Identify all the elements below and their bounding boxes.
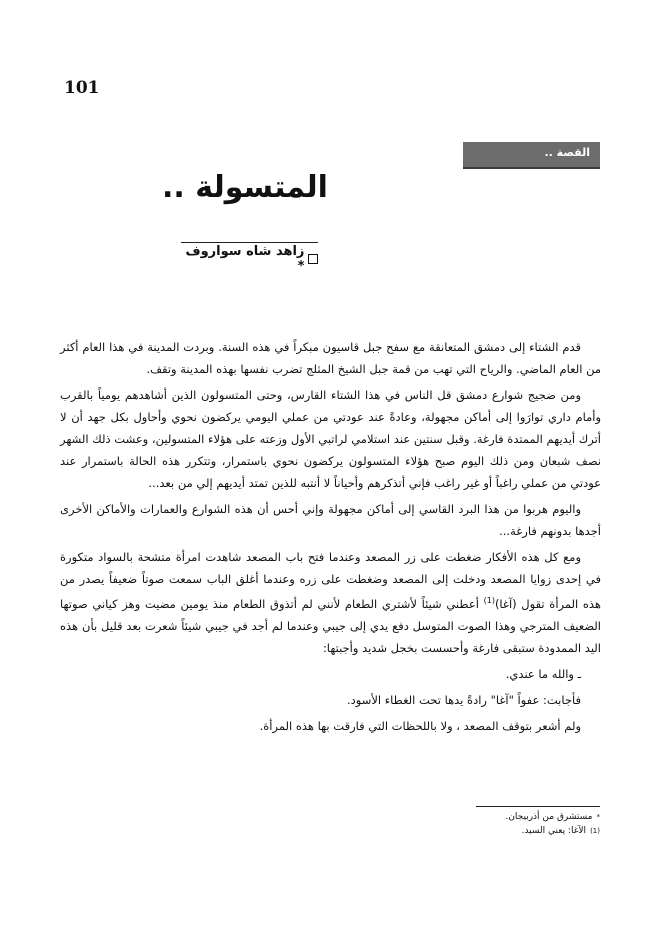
paragraph: فأجابت: عفواً "آغا" رادةً يدها تحت الغطاء الأسود. <box>347 692 581 707</box>
paragraph: قدم الشتاء إلى دمشق المتعانقة مع سفح جبل قاسيون مبكراً في هذه السنة. وبردت المدينة في هذا العام أكثر من العام الماضي. والرياح التي تهب من قمة جبل الشيخ المثلج تضرب نفسها بهذه المدينة وتقف. <box>60 340 601 376</box>
author-name: زاهد شاه سواروف * <box>185 244 305 274</box>
paragraph-text: ومع كل هذه الأفكار ضغطت على زر المصعد وعندما فتح باب المصعد شاهدت امرأة متشحة بالسواد متكورة في إحدى زوايا المصعد ودخلت إلى المصعد وضغطت على زره وعندما أغلق الباب سمعت صوتاً ضعيفاً يصدر من هذه المرأة تقول (آغا) <box>60 550 602 611</box>
section-header-bar <box>463 142 600 169</box>
story-title: المتسولة .. <box>162 170 328 205</box>
paragraph <box>60 546 601 659</box>
footnote-text: مستشرق من أذربيجان. <box>505 812 593 822</box>
footnote-mark: * <box>596 813 600 821</box>
section-label: القصة .. <box>544 146 590 159</box>
footnote-mark: (1) <box>590 827 600 835</box>
paragraph-text: أعطني شيئاً لأشتري الطعام لأنني لم أتذوق الطعام منذ يومين مضيت وهز كياني صوتها الضعيف المترجي وهذا الصوت المتوسل دفع يدي إلى جيبي وعندما لم أجد في جيبي شيئاً شعرت بعد قليل بأن هذه اليد الممدودة ستبقى فارغة وأحسست بخجل شديد وأجبتها: <box>60 596 601 655</box>
footnote <box>300 824 600 838</box>
footnote-text: الآغا: يعني السيد. <box>521 826 587 836</box>
footnotes <box>300 810 600 838</box>
footnote-reference: (1) <box>483 596 495 605</box>
footnote-divider <box>476 806 600 807</box>
paragraph: ولم أشعر بتوقف المصعد ، ولا باللحظات التي فارقت بها هذه المرأة. <box>259 718 581 733</box>
paragraph: ومن ضجيج شوارع دمشق قل الناس في هذا الشتاء القارس، وحتى المتسولون الذين أشاهدهم يومياً بالقرب وأمام داري توارَوا إلى أماكن مجهولة، وعادةً عند عودتي من عملي اليومي يركضون نحوي وأحاول بكل جهد أن لا أترك أيديهم الممتدة فارغة. وقبل سنتين عند استلامي لراتبي الأول وزعته على هؤلاء المتسولين، وعشت ذلك الشهر نصف شبعان ومن ذلك اليوم صبح هؤلاء المتسولون يركضون نحوي باستمرار، وتتكرر هذه الحالة باستمرار عند عودتي من عملي راغباً أو غير راغب فإني أتذكرهم وأحياناً لا أنتبه للذين تمتد أيديهم إلي من بعد... <box>60 388 601 490</box>
author-byline <box>181 242 318 274</box>
page-number: 101 <box>64 78 100 98</box>
article-body <box>60 336 601 737</box>
square-bullet-icon <box>308 254 318 264</box>
paragraph: ـ والله ما عندي. <box>505 666 581 681</box>
footnote <box>300 810 600 824</box>
paragraph: واليوم هربوا من هذا البرد القاسي إلى أماكن مجهولة وإني أحس أن هذه الشوارع والعمارات والأماكن الأخرى أجدها بدونهم فارغة... <box>60 502 601 538</box>
